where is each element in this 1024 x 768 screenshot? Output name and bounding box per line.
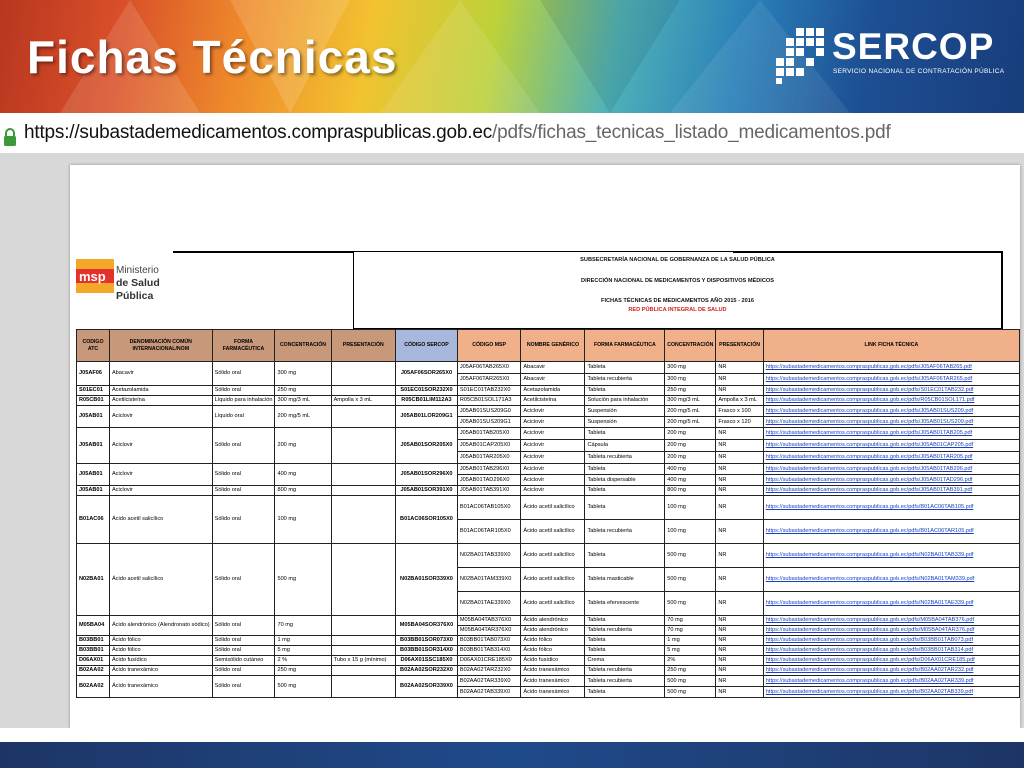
sercop-code-cell: S01EC01SOR232X0 bbox=[396, 386, 458, 396]
header-line-1: SUBSECRETARÍA NACIONAL DE GOBERNANZA DE LA SALUD PÚBLICA bbox=[580, 257, 775, 263]
msp-form-cell: Tableta bbox=[585, 687, 665, 698]
pharma-form-cell: Líquido para inhalación bbox=[212, 396, 275, 406]
msp-presentation-cell: Frasco x 100 bbox=[716, 406, 763, 417]
common-name-cell: Ácido tranexámico bbox=[109, 666, 212, 676]
tech-sheet-link[interactable]: https://subastademedicamentos.compraspublicas.gob.ec/pdfs/J05AB01TAB205.pdf bbox=[763, 428, 1019, 440]
generic-name-cell: Aciclovir bbox=[521, 452, 585, 464]
sercop-code-cell: R05CB01LIM112A3 bbox=[396, 396, 458, 406]
ministry-line2: de Salud Pública bbox=[116, 277, 160, 302]
common-name-cell: Ácido fólico bbox=[109, 646, 212, 656]
concentration-cell: 800 mg bbox=[275, 486, 331, 496]
lock-icon bbox=[2, 127, 18, 147]
common-name-cell: Ácido tranexámico bbox=[109, 676, 212, 698]
presentation-cell: Ampolla x 3 mL bbox=[331, 396, 396, 406]
slide-bottom-strip bbox=[0, 728, 1024, 742]
msp-code-cell: J05AB01TAB205X0 bbox=[457, 428, 521, 440]
atc-code-cell: J05AB01 bbox=[77, 486, 110, 496]
pharma-form-cell: Sólido oral bbox=[212, 386, 275, 396]
concentration-cell: 300 mg/3 mL bbox=[275, 396, 331, 406]
table-row bbox=[77, 396, 1020, 406]
msp-code-cell: J05AB01SUS209G1 bbox=[457, 417, 521, 428]
pharma-form-cell: Sólido oral bbox=[212, 428, 275, 464]
msp-code-cell: S01EC01TAB232X0 bbox=[457, 386, 521, 396]
msp-concentration-cell: 500 mg bbox=[665, 568, 716, 592]
tech-sheet-link[interactable]: https://subastademedicamentos.compraspublicas.gob.ec/pdfs/N02BA01TAE339.pdf bbox=[763, 592, 1019, 616]
common-name-cell: Acetilcisteína bbox=[109, 396, 212, 406]
msp-presentation-cell: NR bbox=[716, 656, 763, 666]
msp-form-cell: Tableta bbox=[585, 386, 665, 396]
common-name-cell: Ácido fusídico bbox=[109, 656, 212, 666]
pdf-page bbox=[70, 165, 1020, 728]
col-header: DENOMINACIÓN COMÚN INTERNACIONAL/NOM bbox=[109, 330, 212, 362]
sercop-code-cell: J05AB01SOR296X0 bbox=[396, 464, 458, 486]
col-header: CÓDIGO MSP bbox=[457, 330, 521, 362]
msp-presentation-cell: NR bbox=[716, 646, 763, 656]
concentration-cell: 200 mg bbox=[275, 428, 331, 464]
msp-code-cell: D06AX01CRE185X0 bbox=[457, 656, 521, 666]
sercop-code-cell: J05AB01SOR391X0 bbox=[396, 486, 458, 496]
atc-code-cell: B03BB01 bbox=[77, 636, 110, 646]
msp-code-cell: M05BA04TAB376X0 bbox=[457, 616, 521, 626]
col-header: CODIGO ATC bbox=[77, 330, 110, 362]
msp-presentation-cell: NR bbox=[716, 616, 763, 626]
table-row bbox=[77, 544, 1020, 568]
msp-code-cell: J05AB01TAD296X0 bbox=[457, 475, 521, 486]
col-header: LINK FICHA TÉCNICA bbox=[763, 330, 1019, 362]
generic-name-cell: Abacavir bbox=[521, 362, 585, 374]
msp-form-cell: Suspensión bbox=[585, 417, 665, 428]
sercop-logo bbox=[774, 26, 1005, 88]
msp-form-cell: Tableta masticable bbox=[585, 568, 665, 592]
col-header: FORMA FARMACÉUTICA bbox=[212, 330, 275, 362]
generic-name-cell: Aciclovir bbox=[521, 428, 585, 440]
msp-code-cell: M05BA04TAR376X0 bbox=[457, 626, 521, 636]
atc-code-cell: R05CB01 bbox=[77, 396, 110, 406]
msp-presentation-cell: NR bbox=[716, 687, 763, 698]
presentation-cell bbox=[331, 544, 396, 616]
table-row bbox=[77, 616, 1020, 626]
msp-form-cell: Tableta dispersable bbox=[585, 475, 665, 486]
atc-code-cell: B02AA02 bbox=[77, 666, 110, 676]
slide-title: Fichas Técnicas bbox=[27, 31, 398, 83]
msp-presentation-cell: NR bbox=[716, 475, 763, 486]
table-row bbox=[77, 362, 1020, 374]
tech-sheet-link[interactable]: https://subastademedicamentos.compraspublicas.gob.ec/pdfs/J05AB01TAR205.pdf bbox=[763, 452, 1019, 464]
tech-sheet-link[interactable]: https://subastademedicamentos.compraspublicas.gob.ec/pdfs/S01EC01TAB232.pdf bbox=[763, 386, 1019, 396]
tech-sheet-link[interactable]: https://subastademedicamentos.compraspublicas.gob.ec/pdfs/J05AF06TAB265.pdf bbox=[763, 362, 1019, 374]
generic-name-cell: Aciclovir bbox=[521, 464, 585, 475]
atc-code-cell: D06AX01 bbox=[77, 656, 110, 666]
msp-code-cell: B01AC06TAB105X0 bbox=[457, 496, 521, 520]
generic-name-cell: Ácido acetil salicílico bbox=[521, 568, 585, 592]
msp-code-cell: B02AA02TAR232X0 bbox=[457, 666, 521, 676]
msp-concentration-cell: 250 mg bbox=[665, 386, 716, 396]
tech-sheet-link[interactable]: https://subastademedicamentos.compraspublicas.gob.ec/pdfs/M05BA04TAB376.pdf bbox=[763, 616, 1019, 626]
url-host: https://subastademedicamentos.compraspublicas.gob.ec bbox=[24, 122, 493, 143]
msp-concentration-cell: 800 mg bbox=[665, 486, 716, 496]
sercop-code-cell: J05AB01SOR205X0 bbox=[396, 428, 458, 464]
msp-concentration-cell: 200 mg/5 mL bbox=[665, 417, 716, 428]
pharma-form-cell: Sólido oral bbox=[212, 544, 275, 616]
tech-sheet-link[interactable]: https://subastademedicamentos.compraspublicas.gob.ec/pdfs/J05AB01SUS209.pdf bbox=[763, 417, 1019, 428]
slide-banner bbox=[0, 0, 1024, 113]
concentration-cell: 300 mg bbox=[275, 362, 331, 386]
col-header: CONCENTRACIÓN bbox=[275, 330, 331, 362]
concentration-cell: 400 mg bbox=[275, 464, 331, 486]
msp-presentation-cell: NR bbox=[716, 452, 763, 464]
atc-code-cell: J05AB01 bbox=[77, 406, 110, 428]
tech-sheet-link[interactable]: https://subastademedicamentos.compraspublicas.gob.ec/pdfs/M05BA04TAR376.pdf bbox=[763, 626, 1019, 636]
generic-name-cell: Ácido fólico bbox=[521, 646, 585, 656]
msp-form-cell: Tableta recubierta bbox=[585, 452, 665, 464]
msp-concentration-cell: 70 mg bbox=[665, 616, 716, 626]
atc-code-cell: B01AC06 bbox=[77, 496, 110, 544]
tech-sheet-link[interactable]: https://subastademedicamentos.compraspublicas.gob.ec/pdfs/B03BB01TAB314.pdf bbox=[763, 646, 1019, 656]
concentration-cell: 1 mg bbox=[275, 636, 331, 646]
atc-code-cell: B02AA02 bbox=[77, 676, 110, 698]
generic-name-cell: Ácido tranexámico bbox=[521, 676, 585, 687]
msp-presentation-cell: NR bbox=[716, 626, 763, 636]
msp-form-cell: Tableta bbox=[585, 646, 665, 656]
table-row bbox=[77, 636, 1020, 646]
tech-sheet-link[interactable]: https://subastademedicamentos.compraspublicas.gob.ec/pdfs/B03BB01TAB073.pdf bbox=[763, 636, 1019, 646]
url-text[interactable] bbox=[24, 122, 891, 144]
common-name-cell: Ácido fólico bbox=[109, 636, 212, 646]
msp-form-cell: Suspensión bbox=[585, 406, 665, 417]
tech-sheet-link[interactable]: https://subastademedicamentos.compraspublicas.gob.ec/pdfs/J05AB01TAD296.pdf bbox=[763, 475, 1019, 486]
presentation-cell bbox=[331, 386, 396, 396]
pharma-form-cell: Sólido oral bbox=[212, 362, 275, 386]
presentation-cell bbox=[331, 646, 396, 656]
sercop-code-cell: M05BA04SOR376X0 bbox=[396, 616, 458, 636]
generic-name-cell: Ácido acetil salicílico bbox=[521, 592, 585, 616]
msp-presentation-cell: NR bbox=[716, 520, 763, 544]
presentation-cell bbox=[331, 464, 396, 486]
header-line-3: FICHAS TÉCNICAS DE MEDICAMENTOS AÑO 2015 - 2016 bbox=[601, 298, 754, 304]
atc-code-cell: J05AF06 bbox=[77, 362, 110, 386]
tech-sheet-link[interactable]: https://subastademedicamentos.compraspublicas.gob.ec/pdfs/D06AX01CRE185.pdf bbox=[763, 656, 1019, 666]
ministry-logo bbox=[76, 251, 176, 311]
document-header bbox=[353, 251, 1003, 329]
msp-form-cell: Tableta recubierta bbox=[585, 374, 665, 386]
tech-sheet-link[interactable]: https://subastademedicamentos.compraspublicas.gob.ec/pdfs/J05AB01SUS209.pdf bbox=[763, 406, 1019, 417]
header-line-4: RED PÚBLICA INTEGRAL DE SALUD bbox=[628, 307, 727, 313]
msp-concentration-cell: 500 mg bbox=[665, 687, 716, 698]
msp-concentration-cell: 1 mg bbox=[665, 636, 716, 646]
table-row bbox=[77, 386, 1020, 396]
concentration-cell: 500 mg bbox=[275, 544, 331, 616]
col-header: PRESENTACIÓN bbox=[331, 330, 396, 362]
atc-code-cell: B03BB01 bbox=[77, 646, 110, 656]
table-row bbox=[77, 646, 1020, 656]
table-row bbox=[77, 428, 1020, 440]
msp-concentration-cell: 100 mg bbox=[665, 496, 716, 520]
tech-sheet-link[interactable]: https://subastademedicamentos.compraspublicas.gob.ec/pdfs/J05AB01CAP205.pdf bbox=[763, 440, 1019, 452]
common-name-cell: Ácido acetil salicílico bbox=[109, 496, 212, 544]
msp-presentation-cell: NR bbox=[716, 568, 763, 592]
msp-presentation-cell: NR bbox=[716, 496, 763, 520]
table-header-row bbox=[77, 330, 1020, 362]
sercop-code-cell: B01AC06SOR105X0 bbox=[396, 496, 458, 544]
msp-presentation-cell: NR bbox=[716, 592, 763, 616]
tech-sheet-link[interactable]: https://subastademedicamentos.compraspublicas.gob.ec/pdfs/B01AC06TAB105.pdf bbox=[763, 496, 1019, 520]
url-path: /pdfs/fichas_tecnicas_listado_medicamentos.pdf bbox=[492, 122, 891, 143]
sercop-code-cell: B03BB01SOR073X0 bbox=[396, 636, 458, 646]
common-name-cell: Aciclovir bbox=[109, 406, 212, 428]
sercop-code-cell: D06AX01SSC185X0 bbox=[396, 656, 458, 666]
concentration-cell: 500 mg bbox=[275, 676, 331, 698]
atc-code-cell: N02BA01 bbox=[77, 544, 110, 616]
msp-presentation-cell: NR bbox=[716, 544, 763, 568]
common-name-cell: Aciclovir bbox=[109, 486, 212, 496]
msp-code-cell: J05AB01SUS209G0 bbox=[457, 406, 521, 417]
generic-name-cell: Acetilcisteína bbox=[521, 396, 585, 406]
concentration-cell: 250 mg bbox=[275, 386, 331, 396]
msp-concentration-cell: 5 mg bbox=[665, 646, 716, 656]
presentation-cell bbox=[331, 406, 396, 428]
msp-code-cell: B02AA02TAR339X0 bbox=[457, 676, 521, 687]
svg-text:msp: msp bbox=[79, 269, 106, 284]
presentation-cell bbox=[331, 666, 396, 676]
generic-name-cell: Aciclovir bbox=[521, 440, 585, 452]
pharma-form-cell: Sólido oral bbox=[212, 496, 275, 544]
tech-sheet-link[interactable]: https://subastademedicamentos.compraspublicas.gob.ec/pdfs/B01AC06TAR105.pdf bbox=[763, 520, 1019, 544]
msp-form-cell: Tableta bbox=[585, 496, 665, 520]
slide-footer-bar bbox=[0, 742, 1024, 768]
pharma-form-cell: Sólido oral bbox=[212, 676, 275, 698]
msp-concentration-cell: 200 mg bbox=[665, 428, 716, 440]
msp-form-cell: Tableta bbox=[585, 464, 665, 475]
sercop-code-cell: J05AF06SOR265X0 bbox=[396, 362, 458, 386]
msp-presentation-cell: Ampolla x 3 mL bbox=[716, 396, 763, 406]
presentation-cell bbox=[331, 676, 396, 698]
msp-code-cell: N02BA01TAB339X0 bbox=[457, 544, 521, 568]
msp-concentration-cell: 500 mg bbox=[665, 544, 716, 568]
tech-sheet-link[interactable]: https://subastademedicamentos.compraspublicas.gob.ec/pdfs/N02BA01TAB339.pdf bbox=[763, 544, 1019, 568]
sercop-code-cell: N02BA01SOR339X0 bbox=[396, 544, 458, 616]
msp-code-cell: N02BA01TAE339X0 bbox=[457, 592, 521, 616]
msp-presentation-cell: NR bbox=[716, 428, 763, 440]
msp-form-cell: Tableta recubierta bbox=[585, 666, 665, 676]
common-name-cell: Aciclovir bbox=[109, 428, 212, 464]
common-name-cell: Acetazolamida bbox=[109, 386, 212, 396]
table-row bbox=[77, 676, 1020, 687]
msp-concentration-cell: 200 mg bbox=[665, 440, 716, 452]
sercop-code-cell: J05AB01LOR209G1 bbox=[396, 406, 458, 428]
pharma-form-cell: Líquido oral bbox=[212, 406, 275, 428]
concentration-cell: 2 % bbox=[275, 656, 331, 666]
pharma-form-cell: Sólido oral bbox=[212, 646, 275, 656]
msp-code-cell: B01AC06TAR105X0 bbox=[457, 520, 521, 544]
msp-concentration-cell: 200 mg bbox=[665, 452, 716, 464]
col-header: CÓDIGO SERCOP bbox=[396, 330, 458, 362]
concentration-cell: 200 mg/5 mL bbox=[275, 406, 331, 428]
msp-code-cell: J05AB01TAR205X0 bbox=[457, 452, 521, 464]
msp-form-cell: Tableta recubierta bbox=[585, 676, 665, 687]
header-rule-left bbox=[173, 251, 353, 253]
generic-name-cell: Ácido alendrónico bbox=[521, 616, 585, 626]
concentration-cell: 70 mg bbox=[275, 616, 331, 636]
msp-presentation-cell: NR bbox=[716, 386, 763, 396]
msp-code-cell: J05AB01CAP205X0 bbox=[457, 440, 521, 452]
presentation-cell: Tubo x 15 g (mínimo) bbox=[331, 656, 396, 666]
common-name-cell: Abacavir bbox=[109, 362, 212, 386]
tech-sheet-link[interactable]: https://subastademedicamentos.compraspublicas.gob.ec/pdfs/J05AF06TAR265.pdf bbox=[763, 374, 1019, 386]
header-line-2: DIRECCIÓN NACIONAL DE MEDICAMENTOS Y DISPOSITIVOS MÉDICOS bbox=[581, 278, 774, 284]
generic-name-cell: Aciclovir bbox=[521, 475, 585, 486]
generic-name-cell: Ácido tranexámico bbox=[521, 666, 585, 676]
pharma-form-cell: Sólido oral bbox=[212, 486, 275, 496]
atc-code-cell: M05BA04 bbox=[77, 616, 110, 636]
table-row bbox=[77, 496, 1020, 520]
generic-name-cell: Aciclovir bbox=[521, 486, 585, 496]
tech-sheet-link[interactable]: https://subastademedicamentos.compraspublicas.gob.ec/pdfs/B02AA02TAR339.pdf bbox=[763, 676, 1019, 687]
tech-sheet-link[interactable]: https://subastademedicamentos.compraspublicas.gob.ec/pdfs/B02AA02TAR232.pdf bbox=[763, 666, 1019, 676]
col-header: FORMA FARMACÉUTICA bbox=[585, 330, 665, 362]
tech-sheet-link[interactable]: https://subastademedicamentos.compraspublicas.gob.ec/pdfs/J05AB01TAB296.pdf bbox=[763, 464, 1019, 475]
pharma-form-cell: Sólido oral bbox=[212, 616, 275, 636]
table-row bbox=[77, 406, 1020, 417]
presentation-cell bbox=[331, 636, 396, 646]
generic-name-cell: Ácido fólico bbox=[521, 636, 585, 646]
msp-code-cell: J05AB01TAB391X0 bbox=[457, 486, 521, 496]
generic-name-cell: Acetazolamida bbox=[521, 386, 585, 396]
table-row bbox=[77, 666, 1020, 676]
msp-form-cell: Solución para inhalación bbox=[585, 396, 665, 406]
generic-name-cell: Ácido acetil salicílico bbox=[521, 496, 585, 520]
presentation-cell bbox=[331, 496, 396, 544]
sercop-code-cell: B02AA02SOR232X0 bbox=[396, 666, 458, 676]
generic-name-cell: Aciclovir bbox=[521, 417, 585, 428]
msp-concentration-cell: 500 mg bbox=[665, 676, 716, 687]
generic-name-cell: Ácido acetil salicílico bbox=[521, 544, 585, 568]
pharma-form-cell: Sólido oral bbox=[212, 666, 275, 676]
col-header: PRESENTACIÓN bbox=[716, 330, 763, 362]
msp-presentation-cell: NR bbox=[716, 666, 763, 676]
pharma-form-cell: Sólido oral bbox=[212, 464, 275, 486]
pharma-form-cell: Sólido oral bbox=[212, 636, 275, 646]
msp-form-cell: Tableta recubierta bbox=[585, 626, 665, 636]
generic-name-cell: Ácido acetil salicílico bbox=[521, 520, 585, 544]
msp-code-cell: B03BB01TAB314X0 bbox=[457, 646, 521, 656]
concentration-cell: 250 mg bbox=[275, 666, 331, 676]
sercop-code-cell: B03BB01SOR314X0 bbox=[396, 646, 458, 656]
msp-code-cell: J05AF06TAB265X0 bbox=[457, 362, 521, 374]
common-name-cell: Aciclovir bbox=[109, 464, 212, 486]
generic-name-cell: Ácido tranexámico bbox=[521, 687, 585, 698]
msp-presentation-cell: NR bbox=[716, 374, 763, 386]
presentation-cell bbox=[331, 362, 396, 386]
msp-logo-icon bbox=[76, 251, 116, 301]
msp-presentation-cell: NR bbox=[716, 676, 763, 687]
msp-form-cell: Tableta bbox=[585, 428, 665, 440]
sercop-logo-text: SERCOP bbox=[832, 26, 995, 67]
msp-concentration-cell: 70 mg bbox=[665, 626, 716, 636]
generic-name-cell: Abacavir bbox=[521, 374, 585, 386]
msp-concentration-cell: 300 mg/3 mL bbox=[665, 396, 716, 406]
msp-code-cell: J05AF06TAR265X0 bbox=[457, 374, 521, 386]
sercop-code-cell: B02AA02SOR339X0 bbox=[396, 676, 458, 698]
msp-form-cell: Tableta bbox=[585, 544, 665, 568]
medicines-table bbox=[76, 329, 1020, 698]
msp-form-cell: Crema bbox=[585, 656, 665, 666]
generic-name-cell: Aciclovir bbox=[521, 406, 585, 417]
msp-form-cell: Tableta bbox=[585, 486, 665, 496]
tech-sheet-link[interactable]: https://subastademedicamentos.compraspublicas.gob.ec/pdfs/N02BA01TAM339.pdf bbox=[763, 568, 1019, 592]
msp-form-cell: Cápsula bbox=[585, 440, 665, 452]
sercop-logo-icon bbox=[774, 28, 828, 84]
tech-sheet-link[interactable]: https://subastademedicamentos.compraspublicas.gob.ec/pdfs/J05AB01TAB391.pdf bbox=[763, 486, 1019, 496]
tech-sheet-link[interactable]: https://subastademedicamentos.compraspublicas.gob.ec/pdfs/B02AA02TAB339.pdf bbox=[763, 687, 1019, 698]
common-name-cell: Ácido acetil salicílico bbox=[109, 544, 212, 616]
msp-presentation-cell: NR bbox=[716, 440, 763, 452]
tech-sheet-link[interactable]: https://subastademedicamentos.compraspublicas.gob.ec/pdfs/R05CB01SOL171.pdf bbox=[763, 396, 1019, 406]
common-name-cell: Ácido alendrónico (Alendronato sódico) bbox=[109, 616, 212, 636]
atc-code-cell: S01EC01 bbox=[77, 386, 110, 396]
concentration-cell: 100 mg bbox=[275, 496, 331, 544]
table-row bbox=[77, 486, 1020, 496]
msp-concentration-cell: 250 mg bbox=[665, 666, 716, 676]
table-row bbox=[77, 464, 1020, 475]
msp-concentration-cell: 200 mg/5 mL bbox=[665, 406, 716, 417]
msp-code-cell: B03BB01TAB073X0 bbox=[457, 636, 521, 646]
presentation-cell bbox=[331, 616, 396, 636]
sercop-logo-subtitle: SERVICIO NACIONAL DE CONTRATACIÓN PÚBLICA bbox=[833, 68, 1005, 75]
generic-name-cell: Ácido fusídico bbox=[521, 656, 585, 666]
presentation-cell bbox=[331, 428, 396, 464]
table-row bbox=[77, 656, 1020, 666]
msp-concentration-cell: 300 mg bbox=[665, 374, 716, 386]
msp-code-cell: R05CB01SOL171A3 bbox=[457, 396, 521, 406]
generic-name-cell: Ácido alendrónico bbox=[521, 626, 585, 636]
ministry-line1: Ministerio bbox=[116, 265, 159, 276]
msp-concentration-cell: 500 mg bbox=[665, 592, 716, 616]
atc-code-cell: J05AB01 bbox=[77, 464, 110, 486]
msp-presentation-cell: NR bbox=[716, 464, 763, 475]
msp-code-cell: J05AB01TAB296X0 bbox=[457, 464, 521, 475]
msp-concentration-cell: 300 mg bbox=[665, 362, 716, 374]
msp-form-cell: Tableta bbox=[585, 362, 665, 374]
msp-concentration-cell: 2% bbox=[665, 656, 716, 666]
msp-code-cell: N02BA01TAM339X0 bbox=[457, 568, 521, 592]
concentration-cell: 5 mg bbox=[275, 646, 331, 656]
msp-presentation-cell: NR bbox=[716, 486, 763, 496]
msp-concentration-cell: 400 mg bbox=[665, 464, 716, 475]
col-header: NOMBRE GENÉRICO bbox=[521, 330, 585, 362]
msp-presentation-cell: NR bbox=[716, 636, 763, 646]
atc-code-cell: J05AB01 bbox=[77, 428, 110, 464]
msp-concentration-cell: 400 mg bbox=[665, 475, 716, 486]
msp-concentration-cell: 100 mg bbox=[665, 520, 716, 544]
msp-presentation-cell: NR bbox=[716, 362, 763, 374]
col-header: CONCENTRACIÓN bbox=[665, 330, 716, 362]
msp-code-cell: B02AA02TAB339X0 bbox=[457, 687, 521, 698]
pharma-form-cell: Semisólido cutáneo bbox=[212, 656, 275, 666]
msp-form-cell: Tableta bbox=[585, 616, 665, 626]
msp-form-cell: Tableta recubierta bbox=[585, 520, 665, 544]
msp-form-cell: Tableta bbox=[585, 636, 665, 646]
msp-presentation-cell: Frasco x 120 bbox=[716, 417, 763, 428]
msp-form-cell: Tableta efervescente bbox=[585, 592, 665, 616]
presentation-cell bbox=[331, 486, 396, 496]
